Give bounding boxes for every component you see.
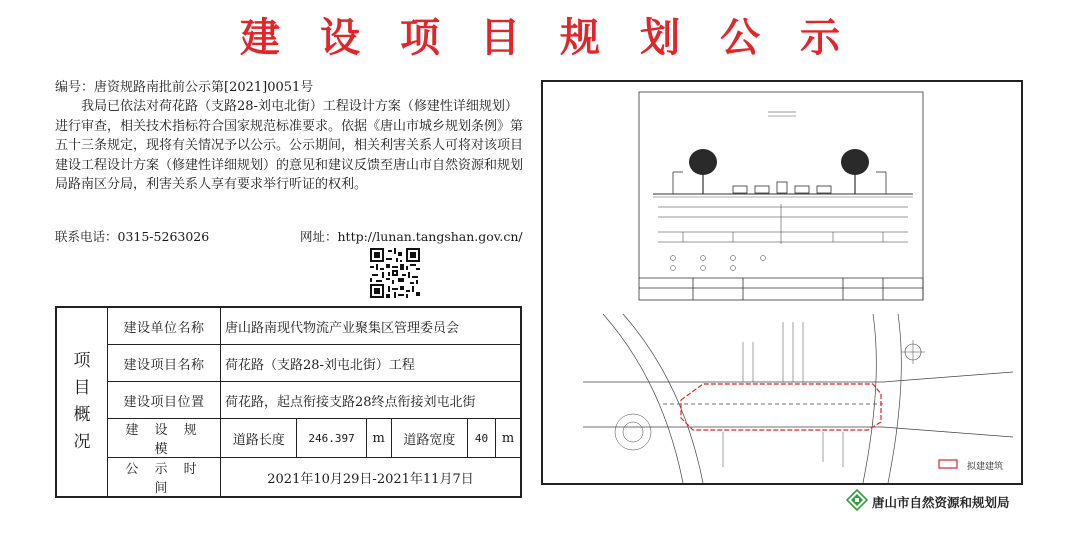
road-length-value: 246.397 — [297, 419, 366, 458]
table-value: 2021年10月29日-2021年11月7日 — [221, 458, 522, 498]
contact-phone: 联系电话：0315-5263026 — [55, 229, 210, 244]
bureau-logo-icon — [846, 489, 868, 511]
table-label: 建设项目名称 — [108, 345, 221, 382]
table-label: 建 设 规 模 — [108, 419, 221, 458]
road-length-label: 道路长度 — [221, 419, 297, 458]
road-length-unit: m — [366, 419, 391, 458]
road-width-unit: m — [496, 419, 522, 458]
footer-organization: 唐山市自然资源和规划局 — [872, 495, 1010, 510]
document-number: 编号：唐资规路南批前公示第[2021]0051号 — [55, 80, 314, 95]
road-width-value: 40 — [468, 419, 496, 458]
site-plan-svg — [543, 82, 1021, 483]
legend-label: 拟建建筑 — [967, 462, 1004, 472]
qr-code[interactable] — [370, 248, 420, 298]
table-label: 建设单位名称 — [108, 307, 221, 345]
table-value: 唐山路南现代物流产业聚集区管理委员会 — [221, 307, 522, 345]
proposed-building-redline — [681, 384, 881, 430]
tree-canopy — [689, 149, 869, 175]
notice-body: 我局已依法对荷花路（支路28-刘屯北街）工程设计方案（修建性详细规划）进行审查，相关技术指标符合国家规范标准要求。依据《唐山市城乡规划条例》第五十三条规定，现将有关情况予以公示。公示期间，相关利害关系人可将对该项目建设工程设计方案（修建性详细规划）的意见和建议反馈至唐山市自然资源和规划局路南区分局，利害关系人享有要求举行听证的权利。 — [55, 99, 524, 192]
site-plan-drawing — [541, 80, 1023, 485]
table-label: 建设项目位置 — [108, 382, 221, 419]
table-label: 公 示 时 间 — [108, 458, 221, 498]
page-title: 建设项目规划公示 — [240, 14, 880, 61]
cross-section-drawing — [639, 92, 923, 300]
legend-swatch — [939, 460, 957, 468]
table-value: 荷花路，起点衔接支路28终点衔接刘屯北街 — [221, 382, 522, 419]
table-value: 荷花路（支路28-刘屯北街）工程 — [221, 345, 522, 382]
road-plan — [583, 314, 1013, 483]
project-overview-table — [55, 306, 522, 498]
road-width-label: 道路宽度 — [391, 419, 467, 458]
website-link[interactable]: 网址：http://lunan.tangshan.gov.cn/ — [300, 229, 523, 244]
project-overview-side-label: 项 目 概 况 — [56, 307, 108, 497]
